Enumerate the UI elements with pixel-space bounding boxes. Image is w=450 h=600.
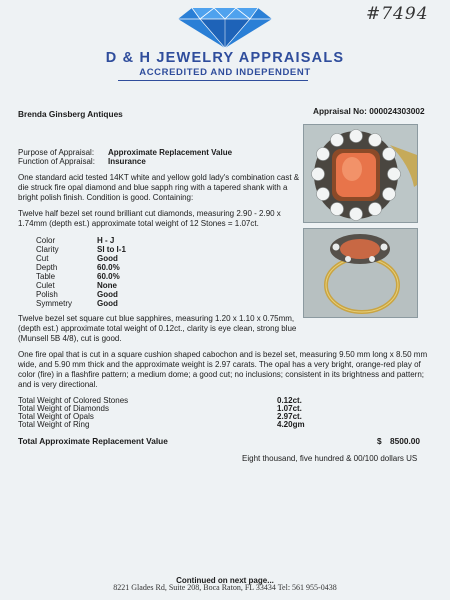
sapphire-description: Twelve bezel set square cut blue sapphires, measuring 1.20 x 1.10 x 0.75mm, (depth est.) approximate total weight of 0.12ct., clarity is eye clean, strong blue (Munsell 5B 4/8), cut is good. (18, 314, 297, 343)
grading-label: Clarity (36, 245, 59, 254)
grading-label: Table (36, 272, 56, 281)
grading-value: Good (97, 299, 118, 308)
grading-value: 60.0% (97, 263, 120, 272)
weight-label: Total Weight of Colored Stones (18, 396, 129, 405)
ring-photo-side (303, 228, 418, 318)
company-tagline: ACCREDITED AND INDEPENDENT (139, 67, 311, 78)
company-name: D & H JEWELRY APPRAISALS (105, 50, 345, 66)
grading-value: 60.0% (97, 272, 120, 281)
weight-value: 0.12ct. (277, 396, 302, 405)
grading-value: Good (97, 254, 118, 263)
total-value-label: Total Approximate Replacement Value (18, 436, 168, 446)
function-value: Insurance (108, 157, 146, 166)
total-currency: $ (377, 436, 382, 446)
appraisal-number: Appraisal No: 000024303002 (313, 106, 425, 116)
weight-value: 1.07ct. (277, 404, 302, 413)
weight-value: 4.20gm (277, 420, 305, 429)
grading-value: None (97, 281, 117, 290)
grading-label: Culet (36, 281, 55, 290)
grading-label: Cut (36, 254, 49, 263)
ring-photo-top (303, 124, 418, 223)
company-address: 8221 Glades Rd, Suite 208, Boca Raton, FL 33434 Tel: 561 955-0438 (113, 583, 337, 592)
grading-label: Polish (36, 290, 58, 299)
opal-description: One fire opal that is cut in a square cushion shaped cabochon and is bezel set, measuring 9.50 mm long x 8.50 mm wide, and 5.90 mm thick and the approximate weight is 2.97 carats. The opal has a very bright, orange-red play of color (fire) in a flashfire pattern; a medium dome; a good cut; no inclusions; consistent in its brightness and pattern; and is very directional. (18, 350, 428, 389)
grading-value: Good (97, 290, 118, 299)
client-name: Brenda Ginsberg Antiques (18, 109, 123, 119)
grading-value: H - J (97, 236, 115, 245)
grading-label: Depth (36, 263, 58, 272)
purpose-label: Purpose of Appraisal: (18, 148, 95, 157)
diamond-logo-icon (178, 8, 272, 53)
weight-label: Total Weight of Diamonds (18, 404, 110, 413)
weight-label: Total Weight of Ring (18, 420, 90, 429)
total-value-amount: 8500.00 (390, 436, 420, 446)
grading-value: SI to I-1 (97, 245, 126, 254)
ring-description: One standard acid tested 14KT white and yellow gold lady's combination cast & die struck fire opal diamond and blue sapph ring with a tapered shank with a bright polish finish. Condition is good. Containing: (18, 173, 300, 202)
grading-label: Symmetry (36, 299, 72, 308)
weight-label: Total Weight of Opals (18, 412, 94, 421)
grading-label: Color (36, 236, 56, 245)
weight-value: 2.97ct. (277, 412, 302, 421)
handwritten-reference: #7494 (366, 4, 429, 24)
continued-note: Continued on next page... (176, 576, 274, 585)
function-label: Function of Appraisal: (18, 157, 95, 166)
total-value-words: Eight thousand, five hundred & 00/100 dollars US (242, 454, 418, 463)
purpose-value: Approximate Replacement Value (108, 148, 233, 157)
diamond-description: Twelve half bezel set round brilliant cut diamonds, measuring 2.90 - 2.90 x 1.74mm (depth est.) approximate total weight of 12 Stones = 1.07ct. (18, 209, 281, 228)
header-divider (118, 80, 308, 81)
